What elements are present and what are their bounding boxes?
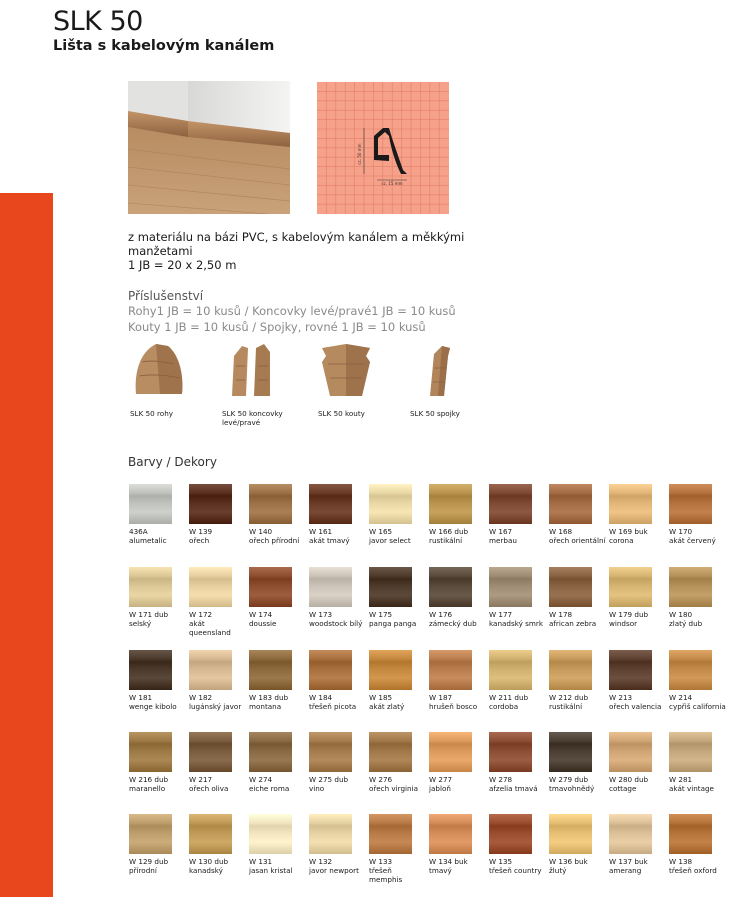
color-swatch-label xyxy=(369,857,427,884)
color-swatch-label xyxy=(369,527,427,545)
color-code: 436A xyxy=(129,527,148,536)
color-swatch-label xyxy=(429,775,487,793)
color-code: W 175 xyxy=(369,610,393,619)
color-code: W 161 xyxy=(309,527,333,536)
color-code: W 169 buk xyxy=(609,527,648,536)
color-swatch-label xyxy=(189,527,247,545)
color-code: W 172 xyxy=(189,610,213,619)
color-swatch-label xyxy=(429,857,487,875)
color-name: javor select xyxy=(369,536,411,545)
color-code: W 171 dub xyxy=(129,610,169,619)
color-name: třešeň picota xyxy=(309,702,357,711)
color-code: W 165 xyxy=(369,527,393,536)
accessory-endcap-image xyxy=(226,342,316,400)
color-swatch xyxy=(669,567,712,607)
color-code: W 212 dub xyxy=(549,693,589,702)
color-swatch xyxy=(429,650,472,690)
color-name: hrušeň bosco xyxy=(429,702,478,711)
product-description xyxy=(128,230,468,272)
color-name: ořech orientální xyxy=(549,536,606,545)
color-swatch xyxy=(549,732,592,772)
color-swatch xyxy=(609,650,652,690)
color-name: alumetalic xyxy=(129,536,167,545)
color-code: W 174 xyxy=(249,610,273,619)
color-name: cottage xyxy=(609,784,637,793)
color-swatch-label xyxy=(189,610,247,637)
color-code: W 139 xyxy=(189,527,213,536)
color-swatch-label xyxy=(549,610,607,628)
color-swatch-label xyxy=(549,775,607,793)
color-name: eiche roma xyxy=(249,784,290,793)
color-swatch-label xyxy=(489,775,547,793)
color-name: třešeň country xyxy=(489,866,542,875)
color-swatch xyxy=(129,732,172,772)
color-code: W 137 buk xyxy=(609,857,648,866)
color-swatch xyxy=(189,484,232,524)
color-name: cypřiš california xyxy=(669,702,726,711)
color-swatch-label xyxy=(369,693,427,711)
color-name: cordoba xyxy=(489,702,519,711)
diagram-height-label: cc. 50 mm xyxy=(357,143,362,165)
color-swatch xyxy=(489,650,532,690)
profile-diagram xyxy=(317,82,449,214)
color-swatch xyxy=(429,567,472,607)
orange-side-bar xyxy=(0,193,53,897)
color-swatch-label xyxy=(369,775,427,793)
color-swatch-label xyxy=(429,693,487,711)
color-swatch xyxy=(549,814,592,854)
color-swatch xyxy=(429,814,472,854)
color-swatch xyxy=(309,650,352,690)
color-name: amerang xyxy=(609,866,642,875)
page-title: SLK 50 xyxy=(53,6,143,37)
color-swatch-label xyxy=(669,775,727,793)
color-swatch-label xyxy=(429,610,487,628)
color-swatch xyxy=(609,814,652,854)
color-swatch xyxy=(549,567,592,607)
color-name: žlutý xyxy=(549,866,567,875)
color-swatch xyxy=(129,814,172,854)
accessory-endcap-label: SLK 50 koncovky levé/pravé xyxy=(222,409,283,427)
color-swatch xyxy=(249,650,292,690)
color-swatch-label xyxy=(489,527,547,545)
color-code: W 182 xyxy=(189,693,213,702)
color-swatch-label xyxy=(549,857,607,875)
accessories-title: Příslušenství xyxy=(128,289,204,303)
color-swatch-label xyxy=(129,857,187,875)
color-name: ořech přírodní xyxy=(249,536,300,545)
color-name: akát tmavý xyxy=(309,536,350,545)
color-code: W 177 xyxy=(489,610,513,619)
color-swatch-label xyxy=(189,775,247,793)
color-swatch xyxy=(489,567,532,607)
color-swatch xyxy=(489,814,532,854)
color-swatch xyxy=(369,567,412,607)
color-code: W 181 xyxy=(129,693,153,702)
color-name: panga panga xyxy=(369,619,417,628)
color-name: merbau xyxy=(489,536,517,545)
accessory-corner-label: SLK 50 rohy xyxy=(130,409,173,418)
color-name: zlatý dub xyxy=(669,619,703,628)
color-code: W 217 xyxy=(189,775,213,784)
color-name: rustikální xyxy=(549,702,583,711)
color-swatch xyxy=(609,567,652,607)
color-swatch xyxy=(369,484,412,524)
color-code: W 216 dub xyxy=(129,775,169,784)
color-swatch-label xyxy=(189,857,247,875)
color-swatch-label xyxy=(609,610,667,628)
color-swatch-label xyxy=(249,857,307,875)
color-code: W 278 xyxy=(489,775,513,784)
color-code: W 279 dub xyxy=(549,775,589,784)
color-name: akát queensland xyxy=(189,619,231,637)
color-code: W 275 dub xyxy=(309,775,349,784)
color-name: javor newport xyxy=(309,866,359,875)
color-name: corona xyxy=(609,536,634,545)
color-swatch-label xyxy=(549,693,607,711)
accessory-corner-image xyxy=(130,342,220,400)
color-name: vino xyxy=(309,784,325,793)
color-name: doussie xyxy=(249,619,277,628)
color-code: W 180 xyxy=(669,610,693,619)
color-swatch-label xyxy=(429,527,487,545)
color-swatch xyxy=(369,650,412,690)
color-swatch xyxy=(309,567,352,607)
color-name: jasan kristal xyxy=(249,866,293,875)
color-name: selský xyxy=(129,619,152,628)
color-swatch-label xyxy=(669,527,727,545)
color-name: windsor xyxy=(609,619,638,628)
color-swatch-label xyxy=(609,693,667,711)
accessories-line-1: Rohy1 JB = 10 kusů / Koncovky levé/pravé1 JB = 10 kusů xyxy=(128,304,456,318)
color-code: W 179 dub xyxy=(609,610,649,619)
accessory-connector-image xyxy=(424,342,514,400)
color-swatch xyxy=(369,732,412,772)
color-code: W 166 dub xyxy=(429,527,469,536)
color-swatch-label xyxy=(609,527,667,545)
color-code: W 173 xyxy=(309,610,333,619)
description-packaging: 1 JB = 20 x 2,50 m xyxy=(128,258,237,272)
color-swatch xyxy=(429,484,472,524)
color-swatch xyxy=(309,814,352,854)
accessory-connector-label: SLK 50 spojky xyxy=(410,409,460,418)
color-code: W 277 xyxy=(429,775,453,784)
color-code: W 167 xyxy=(489,527,513,536)
color-code: W 132 xyxy=(309,857,333,866)
color-name: tmavý xyxy=(429,866,452,875)
color-name: rustikální xyxy=(429,536,463,545)
color-name: wenge kibolo xyxy=(129,702,177,711)
diagram-width-label: cc. 15 mm xyxy=(381,181,403,186)
color-code: W 281 xyxy=(669,775,693,784)
color-code: W 280 dub xyxy=(609,775,649,784)
color-swatch-label xyxy=(669,610,727,628)
color-swatch-label xyxy=(669,693,727,711)
color-name: akát vintage xyxy=(669,784,714,793)
color-code: W 213 xyxy=(609,693,633,702)
color-swatch-label xyxy=(129,610,187,628)
color-code: W 140 xyxy=(249,527,273,536)
color-swatch-label xyxy=(369,610,427,628)
color-name: akát červený xyxy=(669,536,716,545)
color-swatch xyxy=(549,484,592,524)
color-swatch xyxy=(369,814,412,854)
color-swatch-label xyxy=(489,693,547,711)
color-swatch-label xyxy=(249,775,307,793)
color-swatch-label xyxy=(609,857,667,875)
color-swatch-label xyxy=(309,857,367,875)
color-code: W 129 dub xyxy=(129,857,169,866)
color-name: kanadský xyxy=(189,866,223,875)
color-name: třešeň memphis xyxy=(369,866,403,884)
color-swatch-label xyxy=(309,775,367,793)
color-name: zámecký dub xyxy=(429,619,477,628)
color-swatch-label xyxy=(249,610,307,628)
color-code: W 211 dub xyxy=(489,693,529,702)
color-code: W 133 xyxy=(369,857,393,866)
color-name: ořech xyxy=(189,536,210,545)
color-swatch-label xyxy=(189,693,247,711)
color-name: montana xyxy=(249,702,282,711)
color-swatch-label xyxy=(249,693,307,711)
color-swatch xyxy=(669,814,712,854)
color-name: afzelia tmavá xyxy=(489,784,538,793)
color-swatch-label xyxy=(309,527,367,545)
color-swatch xyxy=(549,650,592,690)
color-code: W 187 xyxy=(429,693,453,702)
color-swatch xyxy=(249,814,292,854)
color-swatch xyxy=(669,732,712,772)
color-code: W 185 xyxy=(369,693,393,702)
color-swatch xyxy=(249,732,292,772)
color-swatch-label xyxy=(609,775,667,793)
product-photo xyxy=(128,81,290,214)
color-code: W 131 xyxy=(249,857,273,866)
color-code: W 276 xyxy=(369,775,393,784)
color-code: W 274 xyxy=(249,775,273,784)
color-swatch-label xyxy=(489,857,547,875)
color-swatch-label xyxy=(129,693,187,711)
color-code: W 214 xyxy=(669,693,693,702)
color-swatch xyxy=(309,484,352,524)
color-name: lugánský javor xyxy=(189,702,242,711)
color-swatch xyxy=(129,650,172,690)
color-swatch xyxy=(609,732,652,772)
accessories-line-2: Kouty 1 JB = 10 kusů / Spojky, rovné 1 JB = 10 kusů xyxy=(128,320,426,334)
color-code: W 176 xyxy=(429,610,453,619)
color-swatch-label xyxy=(309,610,367,628)
page-subtitle: Lišta s kabelovým kanálem xyxy=(53,38,275,54)
color-swatch-label xyxy=(249,527,307,545)
color-swatch xyxy=(309,732,352,772)
color-swatch xyxy=(189,814,232,854)
color-name: jabloň xyxy=(429,784,451,793)
color-code: W 184 xyxy=(309,693,333,702)
color-code: W 138 xyxy=(669,857,693,866)
color-swatch-label xyxy=(489,610,547,628)
color-swatch-label xyxy=(129,775,187,793)
color-swatch xyxy=(489,484,532,524)
color-swatch xyxy=(129,484,172,524)
color-swatch xyxy=(429,732,472,772)
color-code: W 130 dub xyxy=(189,857,229,866)
color-code: W 178 xyxy=(549,610,573,619)
color-code: W 135 xyxy=(489,857,513,866)
color-swatch xyxy=(189,732,232,772)
color-code: W 136 buk xyxy=(549,857,588,866)
color-name: woodstock bílý xyxy=(309,619,363,628)
color-swatch-label xyxy=(129,527,187,545)
color-name: třešeň oxford xyxy=(669,866,717,875)
color-name: ořech valencia xyxy=(609,702,662,711)
color-name: african zebra xyxy=(549,619,597,628)
color-swatch-label xyxy=(669,857,727,875)
color-name: ořech virginia xyxy=(369,784,419,793)
color-swatch xyxy=(129,567,172,607)
accessory-inner-corner-image xyxy=(318,342,408,400)
color-name: tmavohnědý xyxy=(549,784,595,793)
color-code: W 183 dub xyxy=(249,693,289,702)
color-swatch xyxy=(189,650,232,690)
color-code: W 170 xyxy=(669,527,693,536)
color-swatch-label xyxy=(309,693,367,711)
accessory-inner-corner-label: SLK 50 kouty xyxy=(318,409,365,418)
color-name: přírodní xyxy=(129,866,157,875)
color-swatch xyxy=(489,732,532,772)
description-material: z materiálu na bázi PVC, s kabelovým kanálem a měkkými manžetami xyxy=(128,230,465,258)
color-name: akát zlatý xyxy=(369,702,405,711)
colors-title: Barvy / Dekory xyxy=(128,455,217,469)
color-name: ořech oliva xyxy=(189,784,229,793)
color-swatch xyxy=(249,484,292,524)
color-name: maranello xyxy=(129,784,166,793)
color-name: kanadský smrk xyxy=(489,619,544,628)
color-swatch xyxy=(249,567,292,607)
color-swatch xyxy=(669,650,712,690)
color-swatch xyxy=(609,484,652,524)
color-swatch xyxy=(189,567,232,607)
color-swatch-label xyxy=(549,527,607,545)
color-swatch xyxy=(669,484,712,524)
color-code: W 134 buk xyxy=(429,857,468,866)
color-code: W 168 xyxy=(549,527,573,536)
